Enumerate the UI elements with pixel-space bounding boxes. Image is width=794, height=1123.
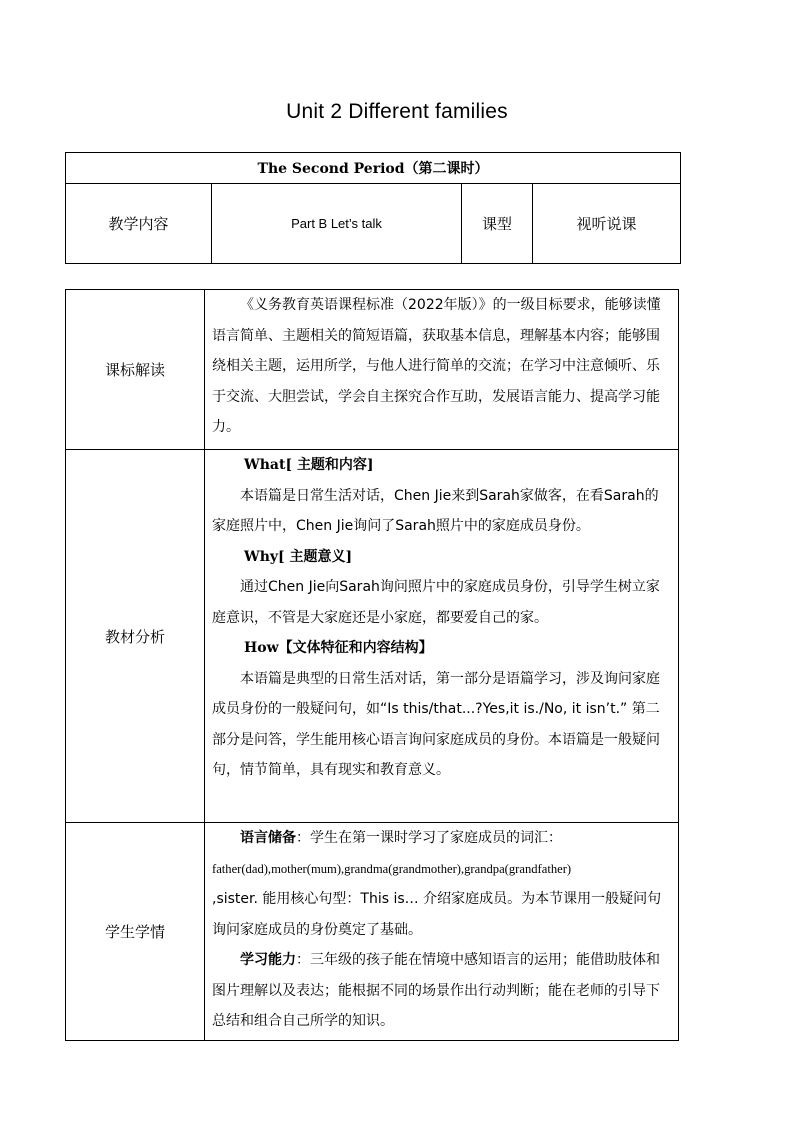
- textbook-cell: [205, 450, 679, 823]
- analysis-table: [65, 289, 679, 1041]
- curriculum-cell: [205, 290, 679, 450]
- period-heading: The Second Period（第二课时）: [66, 153, 681, 184]
- how-heading: How【文体特征和内容结构】: [244, 640, 433, 656]
- language-paragraph: [212, 823, 672, 854]
- students-label: 学生学情: [66, 823, 205, 1041]
- how-text: 本语篇是典型的日常生活对话，第一部分是语篇学习，涉及询问家庭成员身份的一般疑问句，如“Is this/that...?Yes,it is./No, it isn’t.” 第二部分是问答，学生能用核心语言询问家庭成员的身份。本语篇是一般疑问句，情节简单，具有现实和教育意义。: [212, 670, 660, 778]
- language-text-1: ：学生在第一课时学习了家庭成员的词汇：: [296, 830, 562, 846]
- textbook-label: 教材分析: [66, 450, 205, 823]
- curriculum-text: 《义务教育英语课程标准（2022年版）》的一级目标要求，能够读懂语言简单、主题相关的简短语篇，获取基本信息，理解基本内容；能够围绕相关主题，运用所学，与他人进行简单的交流；在学习中注意倾听、乐于交流、大胆尝试，学会自主探究合作互助，发展语言能力、提高学习能力。: [212, 297, 661, 435]
- students-cell: [205, 823, 679, 1041]
- lesson-header-table: [65, 152, 681, 264]
- type-value: 视听说课: [533, 184, 681, 264]
- language-heading: 语言储备: [240, 830, 296, 846]
- content-label: 教学内容: [66, 184, 212, 264]
- document-title: Unit 2 Different families: [286, 100, 508, 123]
- ability-paragraph: [212, 945, 672, 1037]
- ability-heading: 学习能力: [240, 952, 296, 968]
- content-value: Part B Let’s talk: [212, 184, 462, 264]
- what-text: 本语篇是日常生活对话，Chen Jie来到Sarah家做客，在看Sarah的家庭照片中，Chen Jie询问了Sarah照片中的家庭成员身份。: [212, 487, 659, 534]
- why-heading: Why[ 主题意义]: [244, 548, 353, 565]
- curriculum-label: 课标解读: [66, 290, 205, 450]
- language-text-2: ,sister. 能用核心句型：This is… 介绍家庭成员。为本节课用一般疑问句询问家庭成员的身份奠定了基础。: [212, 891, 662, 938]
- language-words: father(dad),mother(mum),grandma(grandmother),grandpa(grandfather): [212, 861, 572, 876]
- type-label: 课型: [462, 184, 533, 264]
- why-text: 通过Chen Jie向Sarah询问照片中的家庭成员身份，引导学生树立家庭意识，不管是大家庭还是小家庭，都要爱自己的家。: [212, 579, 660, 626]
- what-heading: What[ 主题和内容]: [244, 457, 374, 473]
- ability-text: ：三年级的孩子能在情境中感知语言的运用；能借助肢体和图片理解以及表达；能根据不同的场景作出行动判断；能在老师的引导下总结和组合自己所学的知识。: [212, 952, 660, 1029]
